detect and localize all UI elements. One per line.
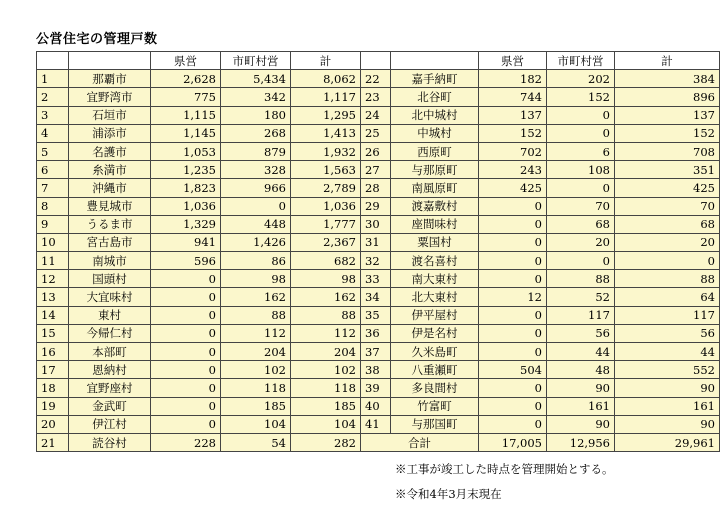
total-count: 20	[615, 233, 720, 251]
municipal-count: 90	[547, 379, 615, 397]
table-row	[37, 415, 720, 433]
municipal-count: 52	[547, 288, 615, 306]
total-count: 102	[291, 361, 361, 379]
row-number: 18	[37, 379, 69, 397]
table-row	[37, 70, 720, 88]
municipality-name: うるま市	[69, 215, 151, 233]
municipality-name: 那覇市	[69, 70, 151, 88]
table-row	[37, 343, 720, 361]
prefectural-count: 1,329	[151, 215, 221, 233]
municipality-name: 今帰仁村	[69, 324, 151, 342]
row-number: 29	[361, 197, 391, 215]
table-row	[37, 142, 720, 160]
municipality-name: 宜野座村	[69, 379, 151, 397]
prefectural-count: 0	[479, 343, 547, 361]
prefectural-count: 0	[479, 324, 547, 342]
prefectural-count: 0	[151, 324, 221, 342]
row-number: 2	[37, 88, 69, 106]
municipality-name: 金武町	[69, 397, 151, 415]
prefectural-count: 0	[479, 252, 547, 270]
prefectural-count: 12	[479, 288, 547, 306]
prefectural-count: 0	[151, 415, 221, 433]
row-number: 9	[37, 215, 69, 233]
header-total-left: 計	[291, 52, 361, 70]
grand-total-prefectural: 17,005	[479, 433, 547, 451]
municipal-count: 0	[547, 124, 615, 142]
municipal-count: 104	[221, 415, 291, 433]
row-number: 31	[361, 233, 391, 251]
prefectural-count: 0	[151, 361, 221, 379]
total-count: 90	[615, 379, 720, 397]
municipal-count: 20	[547, 233, 615, 251]
municipality-name: 与那原町	[391, 161, 479, 179]
municipality-name: 豊見城市	[69, 197, 151, 215]
prefectural-count: 702	[479, 142, 547, 160]
header-blank	[391, 52, 479, 70]
row-number: 12	[37, 270, 69, 288]
municipality-name: 北谷町	[391, 88, 479, 106]
row-number: 8	[37, 197, 69, 215]
header-row	[37, 52, 720, 70]
prefectural-count: 0	[151, 343, 221, 361]
row-number: 34	[361, 288, 391, 306]
municipality-name: 北大東村	[391, 288, 479, 306]
municipal-count: 162	[221, 288, 291, 306]
municipal-count: 0	[547, 252, 615, 270]
prefectural-count: 228	[151, 433, 221, 451]
prefectural-count: 0	[151, 288, 221, 306]
row-number: 6	[37, 161, 69, 179]
grand-total-municipal: 12,956	[547, 433, 615, 451]
table-row	[37, 379, 720, 397]
municipal-count: 70	[547, 197, 615, 215]
total-count: 90	[615, 415, 720, 433]
row-number: 22	[361, 70, 391, 88]
prefectural-count: 0	[479, 397, 547, 415]
municipal-count: 6	[547, 142, 615, 160]
row-number: 17	[37, 361, 69, 379]
prefectural-count: 1,823	[151, 179, 221, 197]
total-count: 1,777	[291, 215, 361, 233]
row-number: 41	[361, 415, 391, 433]
municipal-count: 448	[221, 215, 291, 233]
prefectural-count: 0	[479, 233, 547, 251]
header-pref-left: 県営	[151, 52, 221, 70]
municipality-name: 国頭村	[69, 270, 151, 288]
prefectural-count: 0	[151, 397, 221, 415]
prefectural-count: 0	[479, 306, 547, 324]
table-row	[37, 233, 720, 251]
total-count: 56	[615, 324, 720, 342]
prefectural-count: 152	[479, 124, 547, 142]
table-row	[37, 324, 720, 342]
prefectural-count: 744	[479, 88, 547, 106]
municipal-count: 0	[547, 106, 615, 124]
total-count: 0	[615, 252, 720, 270]
row-number: 10	[37, 233, 69, 251]
municipality-name: 渡嘉敷村	[391, 197, 479, 215]
total-count: 70	[615, 197, 720, 215]
municipal-count: 5,434	[221, 70, 291, 88]
header-blank	[37, 52, 69, 70]
municipal-count: 1,426	[221, 233, 291, 251]
row-number: 37	[361, 343, 391, 361]
municipality-name: 座間味村	[391, 215, 479, 233]
row-number: 1	[37, 70, 69, 88]
total-count: 1,117	[291, 88, 361, 106]
municipality-name: 粟国村	[391, 233, 479, 251]
prefectural-count: 775	[151, 88, 221, 106]
total-count: 425	[615, 179, 720, 197]
row-number: 5	[37, 142, 69, 160]
prefectural-count: 596	[151, 252, 221, 270]
prefectural-count: 1,053	[151, 142, 221, 160]
municipality-name: 南城市	[69, 252, 151, 270]
prefectural-count: 425	[479, 179, 547, 197]
grand-total-label: 合計	[361, 433, 479, 451]
total-count: 351	[615, 161, 720, 179]
total-count: 185	[291, 397, 361, 415]
total-count: 117	[615, 306, 720, 324]
municipality-name: 宜野湾市	[69, 88, 151, 106]
row-number: 35	[361, 306, 391, 324]
row-number: 4	[37, 124, 69, 142]
table-row	[37, 433, 720, 451]
total-count: 44	[615, 343, 720, 361]
prefectural-count: 243	[479, 161, 547, 179]
row-number: 15	[37, 324, 69, 342]
total-count: 896	[615, 88, 720, 106]
prefectural-count: 0	[479, 379, 547, 397]
prefectural-count: 0	[151, 270, 221, 288]
header-pref-right: 県営	[479, 52, 547, 70]
municipality-name: 読谷村	[69, 433, 151, 451]
table-row	[37, 361, 720, 379]
municipal-count: 161	[547, 397, 615, 415]
table-row	[37, 397, 720, 415]
municipal-count: 328	[221, 161, 291, 179]
municipality-name: 東村	[69, 306, 151, 324]
total-count: 282	[291, 433, 361, 451]
row-number: 7	[37, 179, 69, 197]
row-number: 30	[361, 215, 391, 233]
prefectural-count: 0	[151, 379, 221, 397]
municipality-name: 与那国町	[391, 415, 479, 433]
total-count: 2,367	[291, 233, 361, 251]
municipal-count: 108	[547, 161, 615, 179]
municipal-count: 88	[547, 270, 615, 288]
row-number: 39	[361, 379, 391, 397]
table-row	[37, 252, 720, 270]
municipality-name: 南風原町	[391, 179, 479, 197]
municipality-name: 本部町	[69, 343, 151, 361]
prefectural-count: 1,115	[151, 106, 221, 124]
municipality-name: 竹富町	[391, 397, 479, 415]
total-count: 682	[291, 252, 361, 270]
municipality-name: 伊江村	[69, 415, 151, 433]
municipality-name: 糸満市	[69, 161, 151, 179]
municipal-count: 268	[221, 124, 291, 142]
table-row	[37, 124, 720, 142]
municipality-name: 石垣市	[69, 106, 151, 124]
municipal-count: 102	[221, 361, 291, 379]
municipal-count: 88	[221, 306, 291, 324]
total-count: 152	[615, 124, 720, 142]
total-count: 64	[615, 288, 720, 306]
table-row	[37, 106, 720, 124]
total-count: 1,563	[291, 161, 361, 179]
municipal-count: 56	[547, 324, 615, 342]
table-row	[37, 215, 720, 233]
municipal-count: 966	[221, 179, 291, 197]
municipality-name: 八重瀬町	[391, 361, 479, 379]
note-completion: ※工事が竣工した時点を管理開始とする。	[395, 462, 614, 476]
row-number: 16	[37, 343, 69, 361]
municipality-name: 北中城村	[391, 106, 479, 124]
row-number: 25	[361, 124, 391, 142]
row-number: 19	[37, 397, 69, 415]
total-count: 118	[291, 379, 361, 397]
row-number: 21	[37, 433, 69, 451]
table-row	[37, 161, 720, 179]
municipality-name: 伊是名村	[391, 324, 479, 342]
total-count: 552	[615, 361, 720, 379]
table-row	[37, 306, 720, 324]
prefectural-count: 0	[479, 197, 547, 215]
total-count: 2,789	[291, 179, 361, 197]
prefectural-count: 941	[151, 233, 221, 251]
row-number: 11	[37, 252, 69, 270]
municipality-name: 大宜味村	[69, 288, 151, 306]
prefectural-count: 1,235	[151, 161, 221, 179]
header-blank	[361, 52, 391, 70]
row-number: 27	[361, 161, 391, 179]
total-count: 1,932	[291, 142, 361, 160]
municipality-name: 宮古島市	[69, 233, 151, 251]
row-number: 24	[361, 106, 391, 124]
total-count: 162	[291, 288, 361, 306]
total-count: 98	[291, 270, 361, 288]
note-as-of: ※令和4年3月末現在	[395, 487, 502, 501]
municipal-count: 342	[221, 88, 291, 106]
municipal-count: 879	[221, 142, 291, 160]
total-count: 708	[615, 142, 720, 160]
row-number: 40	[361, 397, 391, 415]
table-row	[37, 288, 720, 306]
table-row	[37, 179, 720, 197]
municipal-count: 118	[221, 379, 291, 397]
total-count: 104	[291, 415, 361, 433]
row-number: 36	[361, 324, 391, 342]
municipal-count: 112	[221, 324, 291, 342]
prefectural-count: 1,036	[151, 197, 221, 215]
total-count: 137	[615, 106, 720, 124]
row-number: 32	[361, 252, 391, 270]
row-number: 14	[37, 306, 69, 324]
row-number: 33	[361, 270, 391, 288]
total-count: 88	[615, 270, 720, 288]
table-row	[37, 88, 720, 106]
total-count: 88	[291, 306, 361, 324]
municipality-name: 渡名喜村	[391, 252, 479, 270]
municipal-count: 48	[547, 361, 615, 379]
total-count: 8,062	[291, 70, 361, 88]
municipality-name: 西原町	[391, 142, 479, 160]
prefectural-count: 0	[151, 306, 221, 324]
table-row	[37, 270, 720, 288]
prefectural-count: 0	[479, 215, 547, 233]
municipal-count: 117	[547, 306, 615, 324]
municipal-count: 86	[221, 252, 291, 270]
header-blank	[69, 52, 151, 70]
municipal-count: 152	[547, 88, 615, 106]
municipal-count: 54	[221, 433, 291, 451]
prefectural-count: 0	[479, 415, 547, 433]
municipality-name: 南大東村	[391, 270, 479, 288]
page-title: 公営住宅の管理戸数	[36, 32, 158, 47]
header-total-right: 計	[615, 52, 720, 70]
row-number: 38	[361, 361, 391, 379]
row-number: 13	[37, 288, 69, 306]
total-count: 112	[291, 324, 361, 342]
municipal-count: 44	[547, 343, 615, 361]
row-number: 23	[361, 88, 391, 106]
total-count: 161	[615, 397, 720, 415]
prefectural-count: 2,628	[151, 70, 221, 88]
municipality-name: 嘉手納町	[391, 70, 479, 88]
total-count: 68	[615, 215, 720, 233]
header-muni-right: 市町村営	[547, 52, 615, 70]
prefectural-count: 504	[479, 361, 547, 379]
municipal-count: 0	[547, 179, 615, 197]
municipal-count: 0	[221, 197, 291, 215]
row-number: 26	[361, 142, 391, 160]
row-number: 28	[361, 179, 391, 197]
municipality-name: 名護市	[69, 142, 151, 160]
municipality-name: 沖縄市	[69, 179, 151, 197]
municipality-name: 浦添市	[69, 124, 151, 142]
total-count: 384	[615, 70, 720, 88]
municipal-count: 180	[221, 106, 291, 124]
total-count: 1,413	[291, 124, 361, 142]
municipality-name: 恩納村	[69, 361, 151, 379]
municipal-count: 68	[547, 215, 615, 233]
total-count: 1,036	[291, 197, 361, 215]
prefectural-count: 1,145	[151, 124, 221, 142]
total-count: 204	[291, 343, 361, 361]
prefectural-count: 0	[479, 270, 547, 288]
row-number: 3	[37, 106, 69, 124]
municipality-name: 伊平屋村	[391, 306, 479, 324]
municipal-count: 204	[221, 343, 291, 361]
table-row	[37, 197, 720, 215]
housing-table	[36, 51, 720, 452]
total-count: 1,295	[291, 106, 361, 124]
municipality-name: 久米島町	[391, 343, 479, 361]
prefectural-count: 182	[479, 70, 547, 88]
grand-total-total: 29,961	[615, 433, 720, 451]
municipal-count: 98	[221, 270, 291, 288]
municipality-name: 中城村	[391, 124, 479, 142]
municipal-count: 90	[547, 415, 615, 433]
municipal-count: 202	[547, 70, 615, 88]
row-number: 20	[37, 415, 69, 433]
prefectural-count: 137	[479, 106, 547, 124]
municipality-name: 多良間村	[391, 379, 479, 397]
header-muni-left: 市町村営	[221, 52, 291, 70]
municipal-count: 185	[221, 397, 291, 415]
